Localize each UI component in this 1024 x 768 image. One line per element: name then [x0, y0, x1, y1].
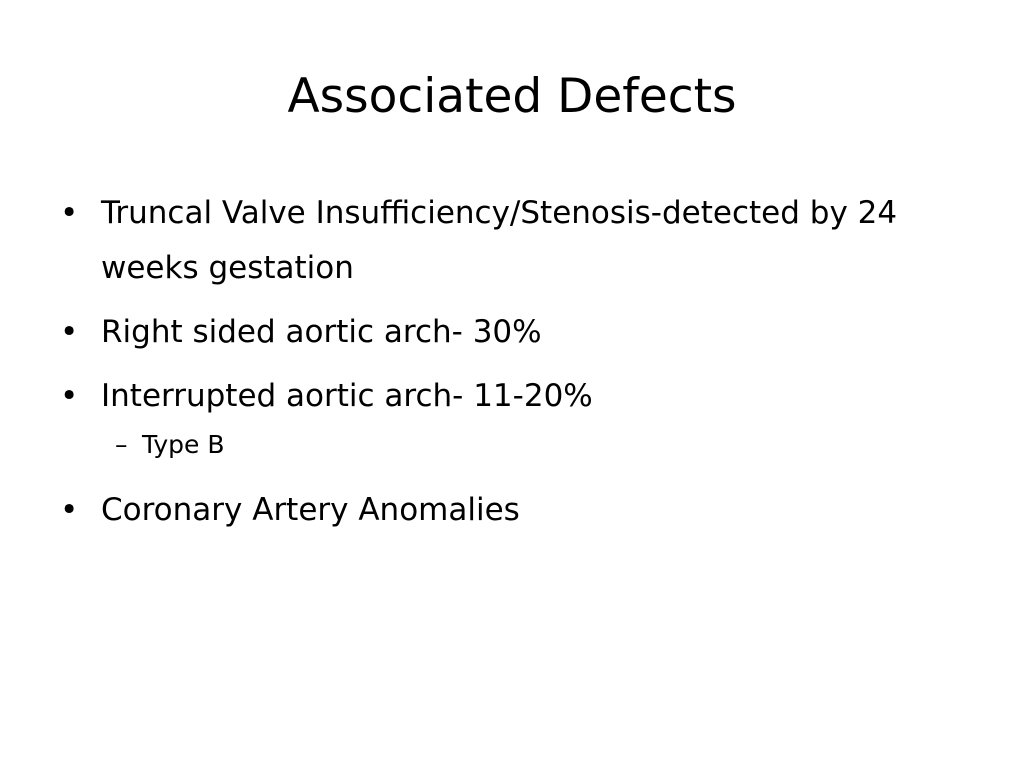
- bullet-item: [60, 369, 960, 424]
- bullet-item: [60, 483, 960, 538]
- bullet-marker: •: [60, 314, 79, 350]
- bullet-text: Interrupted aortic arch- 11-20%: [101, 378, 593, 414]
- bullet-marker: •: [60, 492, 79, 528]
- bullet-item: [60, 186, 960, 296]
- bullet-marker: •: [60, 195, 79, 231]
- bullet-list: [60, 186, 960, 547]
- bullet-marker: •: [60, 378, 79, 414]
- sub-bullet-item: [60, 425, 960, 465]
- bullet-text: Truncal Valve Insufficiency/Stenosis-detected by 24 weeks gestation: [101, 195, 898, 286]
- bullet-text: Right sided aortic arch- 30%: [101, 314, 542, 350]
- sub-bullet-marker: –: [115, 430, 128, 459]
- bullet-text: Coronary Artery Anomalies: [101, 492, 520, 528]
- slide-title: Associated Defects: [287, 69, 737, 124]
- bullet-item: [60, 305, 960, 360]
- sub-bullet-text: Type B: [142, 430, 225, 459]
